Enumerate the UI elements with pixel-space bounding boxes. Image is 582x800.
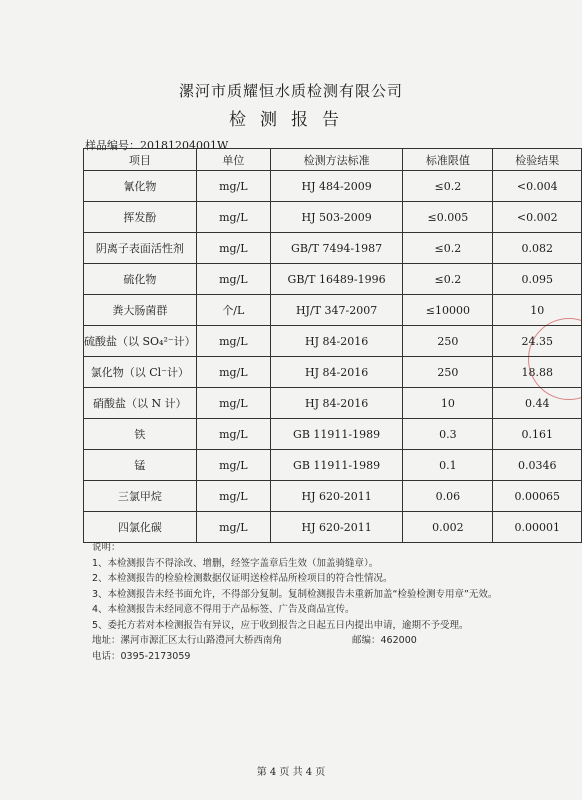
cell-method: HJ 84-2016 [270,388,402,419]
cell-result: <0.004 [493,171,582,202]
header-item: 项目 [84,149,197,171]
cell-method: HJ 84-2016 [270,326,402,357]
cell-limit: 250 [403,326,493,357]
table-row [84,264,582,295]
note-item: 4、本检测报告未经同意不得用于产品标签、广告及商品宣传。 [92,604,355,615]
cell-unit: mg/L [196,357,270,388]
cell-item: 硫酸盐（以 SO₄²⁻计） [84,326,197,357]
report-title: 检测报告 [229,110,353,130]
cell-method: HJ 84-2016 [270,357,402,388]
cell-item: 挥发酚 [84,202,197,233]
table-header-row [84,149,582,171]
header-method: 检测方法标准 [270,149,402,171]
cell-method: GB 11911-1989 [270,419,402,450]
cell-unit: mg/L [196,512,270,543]
postcode: 邮编：462000 [352,635,417,646]
table-row [84,326,582,357]
cell-item: 硝酸盐（以 N 计） [84,388,197,419]
cell-limit: 0.3 [403,419,493,450]
cell-limit: 0.002 [403,512,493,543]
table-row [84,171,582,202]
table-row [84,419,582,450]
address: 地址：漯河市源汇区太行山路澧河大桥西南角 [92,635,283,646]
cell-method: GB/T 7494-1987 [270,233,402,264]
address-line [92,633,497,649]
cell-item: 阴离子表面活性剂 [84,233,197,264]
table-row [84,233,582,264]
results-table [83,148,582,543]
table-row [84,450,582,481]
cell-method: HJ 503-2009 [270,202,402,233]
cell-result: 0.44 [493,388,582,419]
cell-unit: mg/L [196,419,270,450]
cell-limit: 0.1 [403,450,493,481]
cell-result: 0.095 [493,264,582,295]
header-limit: 标准限值 [403,149,493,171]
cell-result: 0.0346 [493,450,582,481]
cell-limit: 10 [403,388,493,419]
cell-limit: 250 [403,357,493,388]
cell-result: 0.082 [493,233,582,264]
cell-item: 三氯甲烷 [84,481,197,512]
cell-item: 铁 [84,419,197,450]
cell-result: 0.00065 [493,481,582,512]
cell-item: 硫化物 [84,264,197,295]
note-item: 5、委托方若对本检测报告有异议，应于收到报告之日起五日内提出申请，逾期不予受理。 [92,619,469,631]
note-item: 2、本检测报告的检验检测数据仅证明送检样品所检项目的符合性情况。 [92,573,393,584]
note-item: 3、本检测报告未经书面允许，不得部分复制。复制检测报告未重新加盖“检验检测专用章”无效。 [92,588,498,600]
table-row [84,512,582,543]
cell-method: HJ 484-2009 [270,171,402,202]
phone: 电话：0395-2173059 [92,650,191,662]
cell-unit: mg/L [196,171,270,202]
cell-unit: mg/L [196,233,270,264]
cell-unit: mg/L [196,450,270,481]
cell-result: 0.00001 [493,512,582,543]
cell-method: HJ 620-2011 [270,481,402,512]
cell-limit: ≤0.2 [403,264,493,295]
cell-unit: 个/L [196,295,270,326]
header-result: 检验结果 [493,149,582,171]
cell-method: HJ 620-2011 [270,512,402,543]
table-row [84,481,582,512]
sample-number: 样品编号：20181204001W [85,139,229,152]
cell-limit: ≤0.005 [403,202,493,233]
note-item: 1、本检测报告不得涂改、增删，经签字盖章后生效（加盖骑缝章）。 [92,557,379,569]
cell-result: 18.88 [493,357,582,388]
cell-method: GB 11911-1989 [270,450,402,481]
cell-limit: ≤0.2 [403,171,493,202]
cell-limit: 0.06 [403,481,493,512]
cell-result: 24.35 [493,326,582,357]
cell-unit: mg/L [196,202,270,233]
cell-method: HJ/T 347-2007 [270,295,402,326]
cell-result: <0.002 [493,202,582,233]
cell-unit: mg/L [196,388,270,419]
page-number: 第 4 页 共 4 页 [256,767,326,778]
cell-unit: mg/L [196,481,270,512]
cell-item: 氰化物 [84,171,197,202]
cell-result: 10 [493,295,582,326]
table-row [84,295,582,326]
table-row [84,202,582,233]
cell-item: 粪大肠菌群 [84,295,197,326]
table-row [84,357,582,388]
notes-section [92,540,497,664]
cell-unit: mg/L [196,326,270,357]
cell-limit: ≤0.2 [403,233,493,264]
cell-unit: mg/L [196,264,270,295]
header-unit: 单位 [196,149,270,171]
company-name: 漯河市质耀恒水质检测有限公司 [178,82,403,100]
table-row [84,388,582,419]
cell-item: 氯化物（以 Cl⁻计） [84,357,197,388]
cell-limit: ≤10000 [403,295,493,326]
cell-method: GB/T 16489-1996 [270,264,402,295]
cell-item: 锰 [84,450,197,481]
cell-item: 四氯化碳 [84,512,197,543]
notes-heading: 说明： [92,542,121,553]
cell-result: 0.161 [493,419,582,450]
